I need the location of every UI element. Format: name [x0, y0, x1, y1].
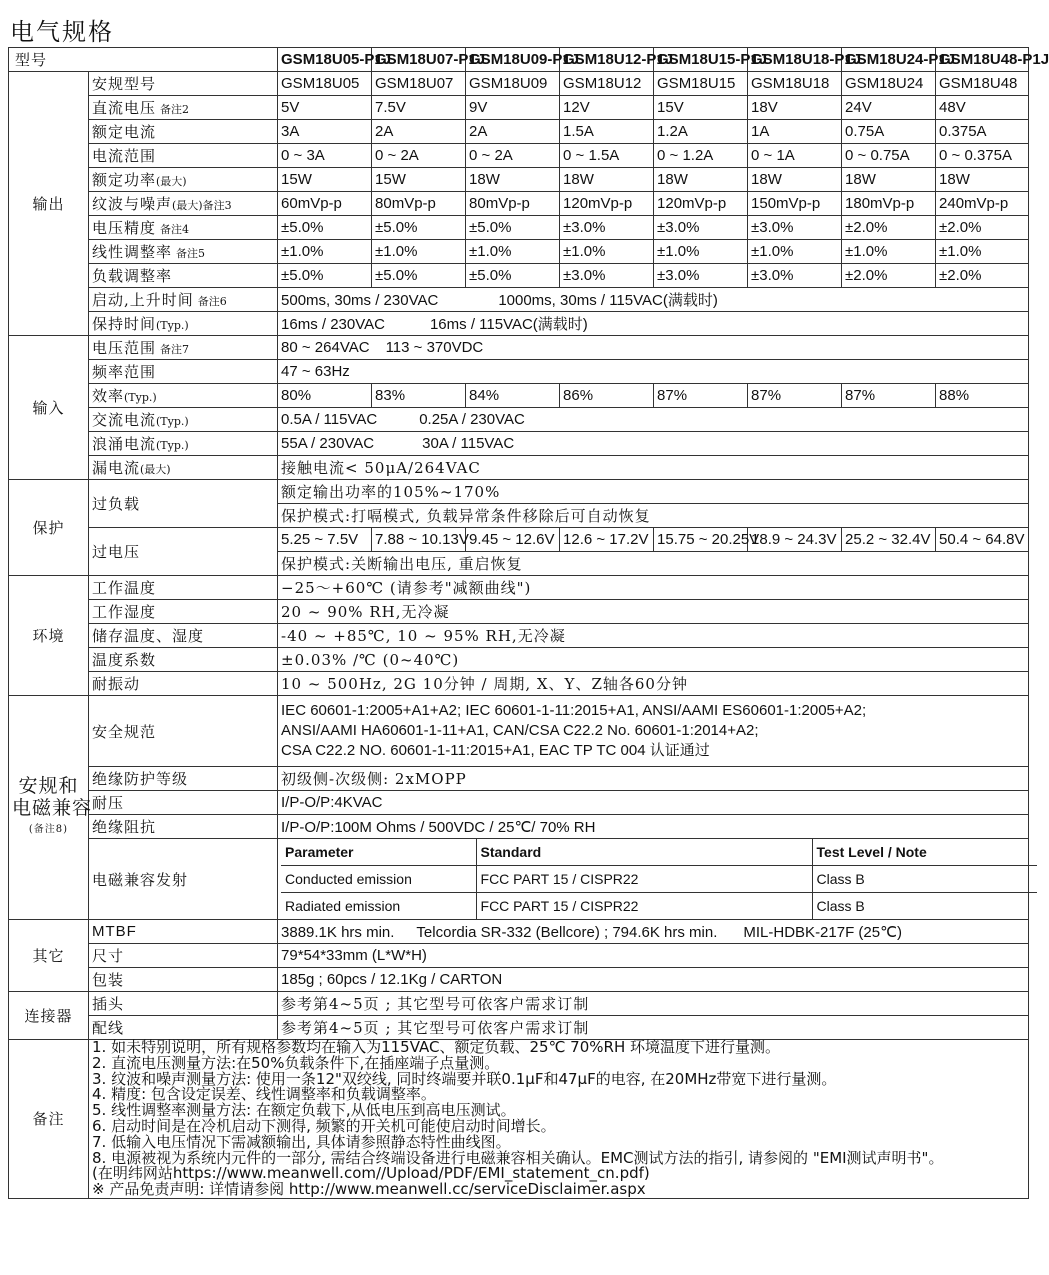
efficiency-value: 87%	[654, 384, 748, 408]
setup-rise-value-b: 1000ms, 30ms / 115VAC(满载时)	[498, 292, 718, 309]
working-temp-label	[89, 576, 278, 600]
mtbf-label-text: MTBF	[92, 923, 137, 940]
rated-power-value: 18W	[466, 168, 560, 192]
efficiency-value: 83%	[372, 384, 466, 408]
safety-emc-category-line1: 安规和	[18, 774, 79, 797]
efficiency-value: 88%	[936, 384, 1029, 408]
inrush-current-value-b: 30A / 115VAC	[422, 435, 515, 452]
dimension-value: 79*54*33mm (L*W*H)	[278, 944, 1029, 968]
rated-current-value: 1.2A	[654, 120, 748, 144]
temp-coefficient-label-text: 温度系数	[92, 651, 157, 669]
model-name: GSM18U15-P1J	[654, 48, 748, 72]
leakage-current-label-text: 漏电流	[92, 459, 141, 477]
storage-value: -40 ~ +85℃, 10 ~ 95% RH,无冷凝	[278, 624, 1029, 648]
efficiency-label	[89, 384, 278, 408]
storage-label	[89, 624, 278, 648]
setup-rise-value-a: 500ms, 30ms / 230VAC	[281, 292, 439, 309]
dc-voltage-value: 5V	[278, 96, 372, 120]
emc-header-row	[281, 839, 1037, 866]
working-humidity-row	[9, 600, 1029, 624]
safety-standards-label-text: 安全规范	[92, 722, 157, 741]
model-name: GSM18U05-P1J	[278, 48, 372, 72]
efficiency-value: 87%	[842, 384, 936, 408]
model-label: 型号	[9, 48, 278, 72]
withstand-voltage-value: I/P-O/P:4KVAC	[278, 791, 1029, 815]
ac-current-note: (Typ.)	[156, 415, 189, 428]
setup-rise-note: 备注6	[197, 295, 227, 308]
vibration-row	[9, 672, 1029, 696]
isolation-level-label	[89, 767, 278, 791]
hold-up-value-b: 16ms / 115VAC(满载时)	[429, 316, 588, 333]
rated-current-value: 0.375A	[936, 120, 1029, 144]
over-voltage-value: 9.45 ~ 12.6V	[466, 528, 560, 552]
safety-emc-category-line2: 电磁兼容	[12, 796, 93, 819]
setup-rise-label-text: 启动,上升时间	[92, 291, 194, 309]
safety-standards-line2: ANSI/AAMI HA60601-1-11+A1, CAN/CSA C22.2 No. 60601-1:2014+A2;	[281, 722, 759, 739]
vibration-label-text: 耐振动	[92, 675, 141, 693]
emc-cell: FCC PART 15 / CISPR22	[476, 893, 812, 920]
rated-power-label-text: 额定功率	[92, 171, 157, 189]
over-voltage-value: 50.4 ~ 64.8V	[936, 528, 1029, 552]
frequency-range-row	[9, 360, 1029, 384]
rated-power-value: 15W	[278, 168, 372, 192]
hold-up-row	[9, 312, 1029, 336]
load-regulation-value: ±5.0%	[466, 264, 560, 288]
safety-standards-line1: IEC 60601-1:2005+A1+A2; IEC 60601-1-11:2015+A1, ANSI/AAMI ES60601-1:2005+A2;	[281, 702, 867, 719]
over-voltage-label-text: 过电压	[92, 543, 141, 561]
safety-model-value: GSM18U05	[278, 72, 372, 96]
plug-row	[9, 992, 1029, 1016]
output-category: 输出	[9, 72, 89, 336]
ripple-row	[9, 192, 1029, 216]
efficiency-value: 80%	[278, 384, 372, 408]
safety-model-value: GSM18U12	[560, 72, 654, 96]
over-voltage-label	[89, 528, 278, 576]
inrush-current-value-a: 55A / 230VAC	[281, 435, 375, 452]
rated-current-value: 2A	[466, 120, 560, 144]
wiring-label	[89, 1016, 278, 1040]
safety-model-value: GSM18U09	[466, 72, 560, 96]
note-item: 5. 线性调整率测量方法: 在额定负载下,从低电压到高电压测试。	[92, 1101, 516, 1120]
safety-standards-label	[89, 696, 278, 767]
ac-current-value	[278, 408, 1029, 432]
load-regulation-label	[89, 264, 278, 288]
safety-emc-category-note: (备注8)	[28, 823, 69, 835]
voltage-tolerance-label	[89, 216, 278, 240]
emc-emission-table-cell	[278, 839, 1029, 920]
ripple-value: 120mVp-p	[654, 192, 748, 216]
over-voltage-value: 5.25 ~ 7.5V	[278, 528, 372, 552]
dimension-row	[9, 944, 1029, 968]
ripple-value: 80mVp-p	[372, 192, 466, 216]
ripple-value: 150mVp-p	[748, 192, 842, 216]
over-voltage-value: 18.9 ~ 24.3V	[748, 528, 842, 552]
safety-standards-row	[9, 696, 1029, 767]
inrush-current-label	[89, 432, 278, 456]
wiring-row	[9, 1016, 1029, 1040]
current-range-value: 0 ~ 2A	[466, 144, 560, 168]
voltage-range-value	[278, 336, 1029, 360]
rated-power-value: 18W	[936, 168, 1029, 192]
load-regulation-row	[9, 264, 1029, 288]
isolation-resistance-label	[89, 815, 278, 839]
voltage-tolerance-note: 备注4	[160, 223, 190, 236]
output-safety-model-row	[9, 72, 1029, 96]
packing-label	[89, 968, 278, 992]
voltage-tolerance-row	[9, 216, 1029, 240]
isolation-resistance-row	[9, 815, 1029, 839]
note-item: 6. 启动时间是在冷机启动下测得, 频繁的开关机可能使启动时间增长。	[92, 1116, 556, 1135]
working-humidity-label-text: 工作湿度	[92, 603, 157, 621]
over-voltage-row-1	[9, 528, 1029, 552]
hold-up-label-text: 保持时间	[92, 315, 157, 333]
mtbf-value-a: 3889.1K hrs min.	[281, 923, 395, 941]
plug-label-text: 插头	[92, 995, 125, 1013]
note-item: ※ 产品免责声明: 详情请参阅 http://www.meanwell.cc/serviceDisclaimer.aspx	[92, 1180, 646, 1199]
voltage-range-label	[89, 336, 278, 360]
over-voltage-value: 25.2 ~ 32.4V	[842, 528, 936, 552]
voltage-tolerance-value: ±2.0%	[936, 216, 1029, 240]
line-regulation-label-text: 线性调整率	[92, 243, 173, 261]
emc-cell: Class B	[812, 866, 1037, 893]
inrush-current-row	[9, 432, 1029, 456]
setup-rise-value	[278, 288, 1029, 312]
rated-current-label	[89, 120, 278, 144]
working-humidity-label	[89, 600, 278, 624]
current-range-label-text: 电流范围	[92, 147, 157, 165]
rated-current-value: 0.75A	[842, 120, 936, 144]
mtbf-value-c: MIL-HDBK-217F (25℃)	[743, 923, 902, 941]
voltage-tolerance-label-text: 电压精度	[92, 219, 157, 237]
rated-current-value: 1A	[748, 120, 842, 144]
line-regulation-value: ±1.0%	[278, 240, 372, 264]
voltage-tolerance-value: ±5.0%	[372, 216, 466, 240]
frequency-range-label	[89, 360, 278, 384]
dc-voltage-row	[9, 96, 1029, 120]
emc-header: Parameter	[281, 839, 476, 866]
hold-up-note: (Typ.)	[156, 319, 189, 332]
rated-power-label	[89, 168, 278, 192]
overload-label	[89, 480, 278, 528]
temp-coefficient-label	[89, 648, 278, 672]
packing-label-text: 包装	[92, 971, 125, 989]
voltage-range-value-b: 113 ~ 370VDC	[385, 339, 484, 356]
overload-label-text: 过负载	[92, 495, 141, 513]
voltage-tolerance-value: ±3.0%	[654, 216, 748, 240]
dc-voltage-value: 9V	[466, 96, 560, 120]
ripple-value: 80mVp-p	[466, 192, 560, 216]
inrush-current-label-text: 浪涌电流	[92, 435, 157, 453]
hold-up-value-a: 16ms / 230VAC	[281, 316, 385, 333]
note-item: (在明纬网站https://www.meanwell.com//Upload/PDF/EMI_statement_cn.pdf)	[92, 1164, 650, 1183]
dimension-label-text: 尺寸	[92, 947, 125, 965]
working-temp-label-text: 工作温度	[92, 579, 157, 597]
dc-voltage-value: 15V	[654, 96, 748, 120]
dc-voltage-value: 18V	[748, 96, 842, 120]
frequency-range-value: 47 ~ 63Hz	[278, 360, 1029, 384]
rated-power-value: 18W	[654, 168, 748, 192]
emc-cell: Radiated emission	[281, 893, 476, 920]
load-regulation-value: ±5.0%	[278, 264, 372, 288]
withstand-voltage-label	[89, 791, 278, 815]
voltage-range-label-text: 电压范围	[92, 339, 157, 357]
current-range-row	[9, 144, 1029, 168]
safety-model-value: GSM18U15	[654, 72, 748, 96]
spec-table	[8, 47, 1049, 1199]
current-range-value: 0 ~ 1A	[748, 144, 842, 168]
emc-emission-label	[89, 839, 278, 920]
current-range-value: 0 ~ 0.75A	[842, 144, 936, 168]
rated-power-note: (最大)	[156, 175, 187, 188]
dc-voltage-note: 备注2	[160, 103, 190, 116]
working-temp-value: −25〜+60℃ (请参考"减额曲线")	[278, 576, 1029, 600]
safety-model-value: GSM18U48	[936, 72, 1029, 96]
emc-cell: Class B	[816, 898, 865, 914]
ripple-value: 120mVp-p	[560, 192, 654, 216]
model-row	[9, 48, 1029, 72]
line-regulation-value: ±1.0%	[936, 240, 1029, 264]
leakage-current-value: 接触电流< 50μA/264VAC	[278, 456, 1029, 480]
efficiency-value: 87%	[748, 384, 842, 408]
temp-coefficient-value: ±0.03% /℃ (0~40℃)	[278, 648, 1029, 672]
line-regulation-row	[9, 240, 1029, 264]
notes-list	[89, 1040, 1029, 1199]
over-voltage-line2: 保护模式:关断输出电压, 重启恢复	[278, 552, 1029, 576]
overload-row-1	[9, 480, 1029, 504]
withstand-voltage-label-text: 耐压	[92, 794, 125, 812]
dc-voltage-label-text: 直流电压	[92, 99, 157, 117]
rated-current-label-text: 额定电流	[92, 123, 157, 141]
overload-line1: 额定输出功率的105%~170%	[278, 480, 1029, 504]
overload-line2: 保护模式:打嗝模式, 负载异常条件移除后可自动恢复	[278, 504, 1029, 528]
isolation-resistance-label-text: 绝缘阻抗	[92, 818, 157, 836]
emc-emission-row	[9, 839, 1029, 920]
inrush-current-value	[278, 432, 1029, 456]
leakage-current-label	[89, 456, 278, 480]
leakage-current-note: (最大)	[140, 463, 171, 476]
isolation-level-value: 初级侧-次级侧: 2xMOPP	[278, 767, 1029, 791]
plug-label	[89, 992, 278, 1016]
dc-voltage-value: 48V	[936, 96, 1029, 120]
mtbf-value-b: Telcordia SR-332 (Bellcore) ; 794.6K hrs min.	[416, 923, 718, 941]
emc-row	[281, 893, 1037, 920]
emc-cell: FCC PART 15 / CISPR22	[476, 866, 812, 893]
current-range-value: 0 ~ 0.375A	[936, 144, 1029, 168]
vibration-value: 10 ~ 500Hz, 2G 10分钟 / 周期, X、Y、Z轴各60分钟	[278, 672, 1029, 696]
model-name: GSM18U24-P1J	[842, 48, 936, 72]
emc-emission-label-text: 电磁兼容发射	[92, 870, 189, 889]
ripple-value: 60mVp-p	[278, 192, 372, 216]
voltage-range-note: 备注7	[160, 343, 190, 356]
isolation-level-label-text: 绝缘防护等级	[92, 770, 189, 788]
note-item: 2. 直流电压测量方法:在50%负载条件下,在插座端子点量测。	[92, 1053, 500, 1072]
load-regulation-value: ±2.0%	[842, 264, 936, 288]
page-title: 电气规格	[10, 18, 114, 46]
voltage-tolerance-value: ±5.0%	[466, 216, 560, 240]
storage-label-text: 储存温度、湿度	[92, 627, 205, 645]
safety-model-value: GSM18U07	[372, 72, 466, 96]
model-name: GSM18U07-P1J	[372, 48, 466, 72]
load-regulation-value: ±3.0%	[748, 264, 842, 288]
note-item: 3. 纹波和噪声测量方法: 使用一条12"双绞线, 同时终端要并联0.1μF和47μF的电容, 在20MHz带宽下进行量测。	[92, 1069, 837, 1088]
wiring-value: 参考第4~5页 ; 其它型号可依客户需求订制	[278, 1016, 1029, 1040]
others-category: 其它	[9, 920, 89, 992]
wiring-label-text: 配线	[92, 1019, 125, 1037]
frequency-range-label-text: 频率范围	[92, 363, 157, 381]
ac-current-value-a: 0.5A / 115VAC	[281, 411, 378, 428]
withstand-voltage-row	[9, 791, 1029, 815]
safety-standards-line3: CSA C22.2 NO. 60601-1-11:2015+A1, EAC TP TC 004 认证通过	[281, 742, 710, 759]
line-regulation-value: ±1.0%	[372, 240, 466, 264]
line-regulation-value: ±1.0%	[842, 240, 936, 264]
current-range-value: 0 ~ 2A	[372, 144, 466, 168]
load-regulation-value: ±3.0%	[560, 264, 654, 288]
ripple-value: 240mVp-p	[936, 192, 1029, 216]
hold-up-value	[278, 312, 1029, 336]
emc-cell: Conducted emission	[281, 866, 476, 893]
voltage-tolerance-value: ±3.0%	[560, 216, 654, 240]
safety-model-value: GSM18U24	[842, 72, 936, 96]
setup-rise-label	[89, 288, 278, 312]
line-regulation-value: ±1.0%	[748, 240, 842, 264]
emc-header: Test Level / Note	[812, 839, 1037, 866]
rated-power-value: 15W	[372, 168, 466, 192]
load-regulation-value: ±3.0%	[654, 264, 748, 288]
voltage-tolerance-value: ±2.0%	[842, 216, 936, 240]
efficiency-row	[9, 384, 1029, 408]
isolation-resistance-value: I/P-O/P:100M Ohms / 500VDC / 25℃/ 70% RH	[278, 815, 1029, 839]
ripple-note: (最大)备注3	[172, 199, 232, 212]
safety-emc-category	[9, 696, 93, 920]
model-name: GSM18U12-P1J	[560, 48, 654, 72]
leakage-current-row	[9, 456, 1029, 480]
note-item: 4. 精度: 包含设定误差、线性调整率和负载调整率。	[92, 1085, 436, 1104]
notes-category: 备注	[9, 1040, 89, 1199]
line-regulation-value: ±1.0%	[466, 240, 560, 264]
load-regulation-value: ±5.0%	[372, 264, 466, 288]
plug-value: 参考第4~5页 ; 其它型号可依客户需求订制	[278, 992, 1029, 1016]
note-item: 1. 如未特别说明，所有规格参数均在输入为115VAC、额定负载、25℃ 70%RH 环境温度下进行量测。	[92, 1038, 780, 1056]
ripple-label-text: 纹波与噪声	[92, 195, 173, 213]
working-temp-row	[9, 576, 1029, 600]
rated-power-value: 18W	[842, 168, 936, 192]
load-regulation-label-text: 负载调整率	[92, 267, 173, 285]
connector-category: 连接器	[9, 992, 89, 1040]
ripple-value: 180mVp-p	[842, 192, 936, 216]
current-range-value: 0 ~ 1.5A	[560, 144, 654, 168]
ac-current-row	[9, 408, 1029, 432]
safety-model-value: GSM18U18	[748, 72, 842, 96]
efficiency-value: 86%	[560, 384, 654, 408]
current-range-label	[89, 144, 278, 168]
setup-rise-row	[9, 288, 1029, 312]
over-voltage-value: 12.6 ~ 17.2V	[560, 528, 654, 552]
packing-row	[9, 968, 1029, 992]
over-voltage-value: 15.75 ~ 20.25V	[654, 528, 748, 552]
line-regulation-value: ±1.0%	[560, 240, 654, 264]
storage-row	[9, 624, 1029, 648]
notes-row	[9, 1040, 1029, 1199]
voltage-range-value-a: 80 ~ 264VAC	[281, 339, 370, 356]
note-item: 7. 低输入电压情况下需减额输出, 具体请参照静态特性曲线图。	[92, 1132, 511, 1151]
dimension-label	[89, 944, 278, 968]
temp-coefficient-row	[9, 648, 1029, 672]
rated-current-row	[9, 120, 1029, 144]
current-range-value: 0 ~ 3A	[278, 144, 372, 168]
rated-current-value: 2A	[372, 120, 466, 144]
dc-voltage-value: 24V	[842, 96, 936, 120]
line-regulation-value: ±1.0%	[654, 240, 748, 264]
dc-voltage-value: 12V	[560, 96, 654, 120]
efficiency-label-text: 效率	[92, 387, 125, 405]
load-regulation-value: ±2.0%	[936, 264, 1029, 288]
mtbf-row	[9, 920, 1029, 944]
safety-standards-value	[278, 696, 1029, 767]
protection-category: 保护	[9, 480, 89, 576]
packing-value: 185g ; 60pcs / 12.1Kg / CARTON	[278, 968, 1029, 992]
current-range-value: 0 ~ 1.2A	[654, 144, 748, 168]
line-regulation-note: 备注5	[176, 247, 206, 260]
emc-header: Standard	[476, 839, 812, 866]
line-regulation-label	[89, 240, 278, 264]
isolation-level-row	[9, 767, 1029, 791]
input-category: 输入	[9, 336, 89, 480]
safety-model-label-text: 安规型号	[92, 75, 157, 93]
emc-emission-table	[281, 839, 1037, 919]
ac-current-label-text: 交流电流	[92, 411, 157, 429]
ac-current-label	[89, 408, 278, 432]
voltage-range-row	[9, 336, 1029, 360]
rated-current-value: 1.5A	[560, 120, 654, 144]
mtbf-label	[89, 920, 278, 944]
working-humidity-value: 20 ~ 90% RH,无冷凝	[278, 600, 1029, 624]
dc-voltage-value: 7.5V	[372, 96, 466, 120]
voltage-tolerance-value: ±3.0%	[748, 216, 842, 240]
efficiency-note: (Typ.)	[124, 391, 157, 404]
rated-power-value: 18W	[560, 168, 654, 192]
ripple-label	[89, 192, 278, 216]
model-name: GSM18U48-P1J	[936, 48, 1029, 72]
hold-up-label	[89, 312, 278, 336]
safety-model-label	[89, 72, 278, 96]
inrush-current-note: (Typ.)	[156, 439, 189, 452]
dc-voltage-label	[89, 96, 278, 120]
rated-power-row	[9, 168, 1029, 192]
note-item: 8. 电源被视为系统内元件的一部分, 需结合终端设备进行电磁兼容相关确认。EMC测试方法的指引, 请参阅的 "EMI测试声明书"。	[92, 1148, 944, 1167]
model-name: GSM18U09-P1J	[466, 48, 560, 72]
environment-category: 环境	[9, 576, 89, 696]
vibration-label	[89, 672, 278, 696]
ac-current-value-b: 0.25A / 230VAC	[419, 411, 525, 428]
rated-power-value: 18W	[748, 168, 842, 192]
rated-current-value: 3A	[278, 120, 372, 144]
model-name: GSM18U18-P1J	[748, 48, 842, 72]
emc-row	[281, 866, 1037, 893]
efficiency-value: 84%	[466, 384, 560, 408]
voltage-tolerance-value: ±5.0%	[278, 216, 372, 240]
over-voltage-value: 7.88 ~ 10.13V	[372, 528, 466, 552]
mtbf-value	[278, 920, 1029, 944]
